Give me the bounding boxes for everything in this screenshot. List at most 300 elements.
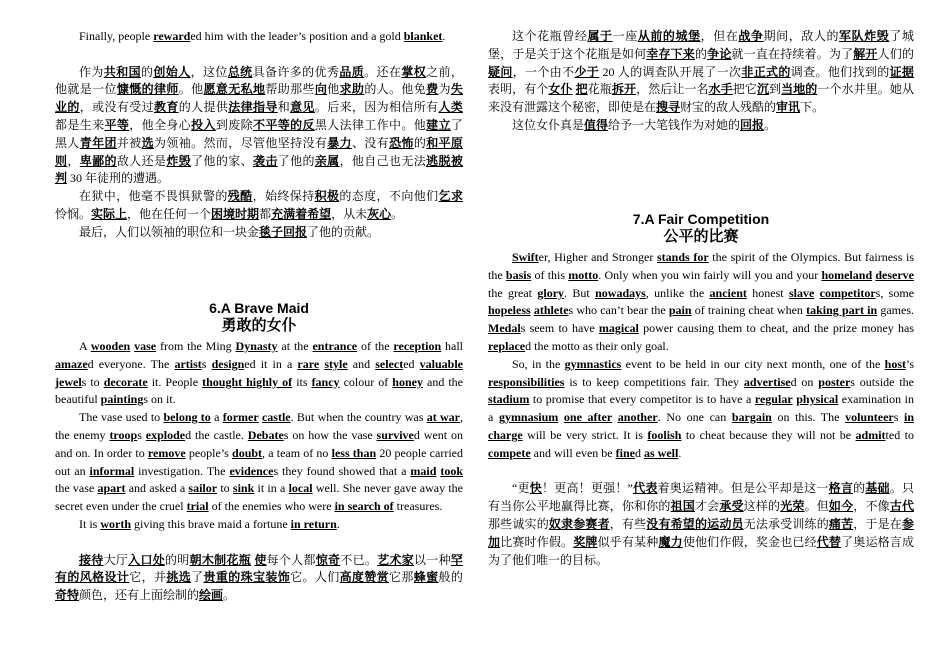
vocab-word: 高度赞赏 bbox=[339, 570, 390, 585]
text-run: 为领袖。然而，尽管他坚持没有 bbox=[154, 135, 328, 150]
text-run: ，他全身心 bbox=[129, 117, 192, 132]
paragraph-en-worth bbox=[55, 516, 463, 534]
text-run: 的明 bbox=[165, 552, 190, 567]
vocab-word: 当地的 bbox=[781, 82, 818, 97]
vocab-word: regular bbox=[754, 392, 793, 407]
text-run: ，他在任何一个 bbox=[127, 206, 212, 221]
text-run: ，但在 bbox=[700, 29, 739, 43]
text-run: . bbox=[442, 29, 446, 43]
text-run: 的 bbox=[694, 46, 708, 61]
text-run: 调查。他们找到的 bbox=[790, 64, 890, 79]
vocab-word: decorate bbox=[103, 374, 148, 389]
vocab-word: 幸存下来 bbox=[646, 46, 695, 61]
text-run: ，这位 bbox=[190, 64, 228, 79]
vocab-word: 亲属 bbox=[314, 153, 340, 168]
paragraph-en-vase bbox=[55, 338, 463, 409]
text-run: 以一种 bbox=[414, 552, 451, 567]
vocab-word: admit bbox=[855, 427, 886, 442]
text-run: on this. The bbox=[771, 410, 846, 425]
vocab-word: 属于 bbox=[587, 29, 613, 43]
vocab-word: stands for bbox=[657, 249, 709, 264]
vocab-word: as well bbox=[643, 445, 679, 460]
vocab-word: 绘画 bbox=[199, 588, 224, 603]
vocab-word: 把 bbox=[575, 82, 588, 97]
text-run: ed him with the leader’s position and a gold bbox=[190, 29, 404, 43]
vocab-word: Medal bbox=[488, 321, 521, 336]
vocab-word: 解开 bbox=[853, 46, 878, 61]
vocab-word: 人类 bbox=[438, 100, 463, 115]
text-run: colour of bbox=[339, 374, 393, 389]
text-run: . Only when you win fairly will you and your bbox=[598, 267, 822, 282]
story7-title-zh: 公平的比赛 bbox=[663, 228, 739, 245]
vocab-word: 失业的 bbox=[55, 82, 463, 115]
vocab-word: 战争 bbox=[738, 29, 764, 43]
vocab-word: 暴力 bbox=[327, 135, 352, 150]
text-run: 。后来，因为相信所有 bbox=[314, 100, 439, 115]
text-run: 的 bbox=[140, 64, 154, 79]
vocab-word: 法律指导 bbox=[228, 100, 278, 115]
text-run: 把它 bbox=[732, 82, 757, 97]
text-run: 它。人们 bbox=[290, 570, 340, 585]
vocab-word: 奇特 bbox=[55, 588, 80, 603]
text-run: of the bbox=[357, 338, 394, 353]
text-run: 的态度，不向他们 bbox=[339, 189, 439, 204]
vocab-word: design bbox=[211, 356, 245, 371]
vocab-word: 罕有的风格设计 bbox=[55, 552, 463, 585]
vocab-word: 疑问 bbox=[488, 64, 513, 79]
text-run: d the motto as their only goal. bbox=[525, 338, 669, 353]
text-run: 着奥运精神。但是公平却是这一 bbox=[657, 481, 829, 496]
text-run: 下。 bbox=[800, 100, 825, 115]
text-run: 这个花瓶曾经 bbox=[512, 29, 588, 43]
vocab-word: informal bbox=[89, 463, 135, 478]
vocab-word: deserve bbox=[875, 267, 915, 282]
vocab-word: at war bbox=[426, 410, 460, 425]
text-run: 了他的贡献。 bbox=[307, 224, 380, 239]
vocab-word: maid bbox=[410, 463, 437, 478]
text-run: to promise that every competitor is to have a bbox=[529, 392, 755, 407]
vocab-word: amaze bbox=[55, 356, 88, 371]
vocab-word: 贵重的珠宝装饰 bbox=[203, 570, 291, 585]
text-run: A bbox=[79, 338, 91, 353]
vocab-word: another bbox=[617, 410, 658, 425]
text-run: 帮助那些 bbox=[265, 82, 315, 97]
text-run: 和 bbox=[277, 100, 291, 115]
text-run: 都 bbox=[259, 206, 272, 221]
text-run: 比赛时作假。 bbox=[500, 534, 574, 549]
text-run: So, in the bbox=[512, 356, 565, 371]
text-run: treasures. bbox=[393, 499, 443, 514]
vocab-word: 回报 bbox=[740, 117, 765, 132]
vocab-word: 炸毁 bbox=[166, 153, 192, 168]
vocab-word: 军队炸毁 bbox=[839, 29, 890, 43]
text-run: ，不像 bbox=[853, 499, 890, 514]
text-run: examination in a bbox=[488, 392, 915, 425]
vocab-word: worth bbox=[100, 516, 132, 531]
text-run: It is bbox=[79, 516, 101, 531]
vocab-word: 不平等的反 bbox=[252, 117, 315, 132]
text-run: s on how the vase bbox=[283, 427, 377, 442]
vocab-word: 袭击 bbox=[252, 153, 278, 168]
vocab-word: remove bbox=[147, 445, 186, 460]
text-run: event to be held in our city next month, one of the bbox=[621, 356, 885, 371]
text-run: 最后，人们以领袖的职位和一块金 bbox=[79, 224, 260, 239]
text-run: 花瓶 bbox=[587, 82, 612, 97]
text-run: 到废除 bbox=[215, 117, 253, 132]
vocab-word: rare bbox=[297, 356, 320, 371]
vocab-word: 掌权 bbox=[401, 64, 427, 79]
vocab-word: basis bbox=[505, 267, 532, 282]
vocab-word: 和平原则 bbox=[55, 135, 463, 168]
vocab-word: sink bbox=[232, 481, 255, 496]
text-run: 。但 bbox=[804, 499, 829, 514]
text-run: 无法承受训练的 bbox=[743, 516, 829, 531]
vocab-word: 意见 bbox=[290, 100, 315, 115]
vocab-word: slave bbox=[788, 285, 815, 300]
vocab-word: Swift bbox=[512, 249, 539, 264]
vocab-word: 从前的城堡 bbox=[637, 29, 701, 43]
vocab-word: 共和国 bbox=[103, 64, 141, 79]
text-run: of this bbox=[531, 267, 569, 282]
text-run: 到 bbox=[769, 82, 782, 97]
text-run: games. bbox=[877, 303, 915, 318]
text-run: 它那 bbox=[389, 570, 414, 585]
text-run: d the castle. bbox=[185, 427, 248, 442]
text-run: will be very strict. It is bbox=[522, 427, 648, 442]
text-run: ’s bbox=[905, 356, 914, 371]
text-run: ed bbox=[403, 356, 420, 371]
vocab-word: sailor bbox=[188, 481, 218, 496]
text-run: . No one can bbox=[657, 410, 732, 425]
vocab-word: compete bbox=[488, 445, 531, 460]
vocab-word: 承受 bbox=[719, 499, 744, 514]
text-run: 黑人法律工作中。他 bbox=[314, 117, 427, 132]
text-run: honest bbox=[746, 285, 789, 300]
vocab-word: advertise bbox=[743, 374, 791, 389]
text-run: power causing them to cheat, and the prize money has bbox=[638, 321, 914, 336]
vocab-word: one after bbox=[563, 410, 613, 425]
vocab-word: 慷慨的律师 bbox=[116, 82, 179, 97]
vocab-word: 参加 bbox=[488, 516, 914, 549]
vocab-word: 恐怖 bbox=[389, 135, 414, 150]
vocab-word: glory bbox=[537, 285, 565, 300]
text-run: 敌人还是 bbox=[116, 153, 167, 168]
vocab-word: 代替 bbox=[816, 534, 842, 549]
vocab-word: replace bbox=[488, 338, 526, 353]
vocab-word: blanket bbox=[403, 29, 443, 43]
vocab-word: 惊奇 bbox=[315, 552, 341, 567]
text-run: 般的 bbox=[438, 570, 463, 585]
vocab-word: 奖牌 bbox=[573, 534, 598, 549]
vocab-word: nowadays bbox=[595, 285, 646, 300]
vocab-word: 古代 bbox=[889, 499, 914, 514]
vocab-word: magical bbox=[598, 321, 639, 336]
text-run: it in a bbox=[254, 481, 289, 496]
text-run: 财宝的敌人残酷的 bbox=[680, 100, 777, 115]
paragraph-zh-ending bbox=[55, 224, 463, 242]
text-run: its bbox=[292, 374, 312, 389]
vocab-word: 争论 bbox=[707, 46, 732, 61]
story7-title-en: 7.A Fair Competition bbox=[632, 210, 770, 227]
vocab-word: reception bbox=[393, 338, 442, 353]
text-run: 这样的 bbox=[743, 499, 781, 514]
text-run: 。 bbox=[764, 117, 777, 132]
text-run: ，始终保持 bbox=[252, 189, 315, 204]
text-run: 并被 bbox=[116, 135, 142, 150]
vocab-word: 代表 bbox=[632, 481, 658, 496]
vocab-word: 祖国 bbox=[670, 499, 695, 514]
text-run: s who can’t bear the bbox=[568, 303, 669, 318]
vocab-word: Debate bbox=[247, 427, 284, 442]
vocab-word: 逃脱被判 bbox=[55, 153, 463, 186]
vocab-word: 投入 bbox=[191, 117, 216, 132]
text-run: 的人提供 bbox=[178, 100, 229, 115]
text-run: investigation. The bbox=[134, 463, 230, 478]
vocab-word: 困境时期 bbox=[211, 206, 260, 221]
text-run: 一座 bbox=[612, 29, 638, 43]
text-run: to cheat because they will not be bbox=[681, 427, 856, 442]
vocab-word: 求助 bbox=[339, 82, 365, 97]
text-run: people’s bbox=[185, 445, 233, 460]
text-run: 了他的家、 bbox=[191, 153, 253, 168]
text-run: ，然后让一名 bbox=[636, 82, 709, 97]
vocab-word: local bbox=[288, 481, 313, 496]
vocab-word: 如今 bbox=[828, 499, 854, 514]
text-run: 为 bbox=[438, 82, 451, 97]
vocab-word: gymnasium bbox=[498, 410, 559, 425]
text-run: “更 bbox=[512, 481, 530, 496]
text-run: is to keep competitions fair. They bbox=[564, 374, 744, 389]
vocab-word: 魔力 bbox=[658, 534, 683, 549]
text-run: 了他的 bbox=[277, 153, 315, 168]
vocab-word: 没有希望的运动员 bbox=[646, 516, 744, 531]
vocab-word: in search of bbox=[334, 499, 394, 514]
vocab-word: 光荣 bbox=[780, 499, 805, 514]
text-run: s on it. bbox=[143, 392, 176, 407]
text-run: er, Higher and Stronger bbox=[538, 249, 658, 264]
text-run: s bbox=[137, 427, 146, 442]
text-run: 似乎有某种 bbox=[597, 534, 659, 549]
vocab-word: 愿意无私地 bbox=[203, 82, 266, 97]
vocab-word: trial bbox=[186, 499, 209, 514]
text-run: 。还在 bbox=[364, 64, 402, 79]
vocab-word: 建立 bbox=[426, 117, 451, 132]
vocab-word: survive bbox=[376, 427, 414, 442]
text-run: 就一直在持续着。为了 bbox=[731, 46, 854, 61]
vocab-word: 水手 bbox=[708, 82, 733, 97]
vocab-word: entrance bbox=[312, 338, 358, 353]
text-run: ， bbox=[67, 153, 80, 168]
text-run: 。只有当你公平地赢得比赛，你和你的 bbox=[488, 481, 914, 514]
vocab-word: 毯子回报 bbox=[259, 224, 308, 239]
paragraph-en-castle bbox=[55, 409, 463, 516]
text-run: , the enemy bbox=[55, 410, 463, 442]
text-run: . But bbox=[564, 285, 596, 300]
text-run: and the beautiful bbox=[55, 374, 463, 407]
text-run: d everyone. The bbox=[87, 356, 175, 371]
paragraph-zh-olympics bbox=[488, 480, 914, 569]
vocab-word: 总统 bbox=[227, 64, 253, 79]
vocab-word: hopeless bbox=[488, 303, 531, 318]
text-run: 颜色，还有上面绘制的 bbox=[79, 588, 200, 603]
vocab-word: Dynasty bbox=[235, 338, 278, 353]
text-run: 期间，敌人的 bbox=[763, 29, 840, 43]
text-run: 那些诚实的 bbox=[488, 516, 549, 531]
text-run: ，于是在 bbox=[853, 516, 902, 531]
text-run: ，一个由不 bbox=[512, 64, 575, 79]
vocab-word: 艺术家 bbox=[377, 552, 415, 567]
text-run: from the Ming bbox=[156, 338, 236, 353]
text-run: 、没有 bbox=[351, 135, 390, 150]
vocab-word: 费 bbox=[426, 82, 439, 97]
vocab-word: 品质 bbox=[339, 64, 365, 79]
text-run: s outside the bbox=[850, 374, 914, 389]
text-run: of training cheat when bbox=[691, 303, 807, 318]
text-run: 30 年徒刑的遭遇。 bbox=[67, 171, 170, 186]
text-run: hall bbox=[441, 338, 464, 353]
vocab-word: athlete bbox=[533, 303, 569, 318]
text-run: ，或没有受过 bbox=[79, 100, 154, 115]
text-run: 具备许多的优秀 bbox=[252, 64, 340, 79]
paragraph-en-olympics bbox=[488, 249, 914, 356]
vocab-word: 挑选 bbox=[166, 570, 192, 585]
text-run: , a team of no bbox=[262, 445, 332, 460]
vocab-word: 朝木制花瓶 bbox=[189, 552, 252, 567]
vocab-word: 入口处 bbox=[128, 552, 166, 567]
text-run: 的人。他免 bbox=[364, 82, 427, 97]
text-run: ed it in a bbox=[244, 356, 298, 371]
text-run: . bbox=[336, 516, 340, 531]
vocab-word: honey bbox=[392, 374, 423, 389]
vocab-word: 拆开 bbox=[611, 82, 637, 97]
text-run: Finally, people bbox=[79, 29, 154, 43]
text-run: 之前，他就是一位 bbox=[55, 64, 463, 97]
text-run: 人们的 bbox=[877, 46, 914, 61]
text-run: 怜悯。 bbox=[55, 206, 92, 221]
vocab-word: select bbox=[375, 356, 404, 371]
vocab-word: jewel bbox=[55, 374, 82, 389]
text-run: and will even be bbox=[530, 445, 616, 460]
text-run: 20 people carried out an bbox=[55, 445, 463, 478]
vocab-word: 基础 bbox=[865, 481, 890, 496]
vocab-word: 格言 bbox=[828, 481, 854, 496]
vocab-word: 审讯 bbox=[776, 100, 801, 115]
text-run: ，他自己也无法 bbox=[339, 153, 427, 168]
text-run: 给予一大笔钱作为对她的 bbox=[608, 117, 741, 132]
vocab-word: stadium bbox=[488, 392, 530, 407]
vocab-word: motto bbox=[568, 267, 599, 282]
text-run: 了 bbox=[191, 570, 204, 585]
story6-title-zh: 勇敢的女仆 bbox=[221, 317, 297, 334]
paragraph-en-ending bbox=[55, 28, 463, 46]
left-column bbox=[55, 28, 463, 605]
text-run: to bbox=[217, 481, 233, 496]
vocab-word: 快 bbox=[529, 481, 542, 496]
text-run: ！更高！更强！” bbox=[542, 481, 633, 496]
vocab-word: 卑鄙的 bbox=[79, 153, 117, 168]
vocab-word: 创始人 bbox=[153, 64, 191, 79]
vocab-word: 残酷 bbox=[227, 189, 253, 204]
text-run: 的 bbox=[413, 135, 427, 150]
text-run: and asked a bbox=[125, 481, 189, 496]
text-run: 了城堡，于是关于这个花瓶是如何 bbox=[488, 29, 914, 61]
text-run: 才会 bbox=[694, 499, 720, 514]
vocab-word: taking part in bbox=[806, 303, 878, 318]
text-run: d bbox=[634, 445, 644, 460]
vocab-word: painting bbox=[100, 392, 144, 407]
paragraph-en-gymnastics bbox=[488, 356, 914, 463]
text-run: 了黑人 bbox=[55, 117, 463, 150]
vocab-word: apart bbox=[97, 481, 126, 496]
vocab-word: 蜂蜜 bbox=[413, 570, 439, 585]
text-run: well. She never gave away the secret even under the cruel bbox=[55, 481, 463, 514]
text-run: 都是生来 bbox=[55, 117, 105, 132]
vocab-word: 乞求 bbox=[438, 189, 463, 204]
text-run: 这位女仆真是 bbox=[512, 117, 585, 132]
vocab-word: reward bbox=[153, 29, 191, 43]
text-run: of the enemies who were bbox=[208, 499, 335, 514]
text-run: 一个水井里。她从来没有泄露这个秘密，即使是在 bbox=[488, 82, 914, 115]
vocab-word: 实际上 bbox=[91, 206, 128, 221]
text-run: the great bbox=[488, 285, 538, 300]
vocab-word: 沉 bbox=[756, 82, 770, 97]
text-run: . But when the country was bbox=[290, 410, 427, 425]
text-run: 。 bbox=[391, 206, 404, 221]
paragraph-zh-worth bbox=[488, 117, 914, 135]
right-column bbox=[488, 28, 914, 569]
paragraph-zh-prison bbox=[55, 188, 463, 224]
text-run: 不已。 bbox=[340, 552, 378, 567]
text-run: 大厅 bbox=[103, 552, 129, 567]
text-run: 。他 bbox=[178, 82, 204, 97]
paragraph-zh-vase bbox=[55, 552, 463, 605]
text-run: 了奥运格言成为了他们唯一的目标。 bbox=[488, 534, 914, 567]
vocab-word: troop bbox=[109, 427, 138, 442]
text-run: . bbox=[678, 445, 682, 460]
vocab-word: homeland bbox=[821, 267, 873, 282]
text-run: giving this brave maid a fortune bbox=[131, 516, 291, 531]
vocab-word: less than bbox=[331, 445, 377, 460]
text-run: s they found showed that a bbox=[273, 463, 411, 478]
vocab-word: fancy bbox=[311, 374, 340, 389]
story6-title-en: 6.A Brave Maid bbox=[209, 299, 309, 316]
vocab-word: pain bbox=[668, 303, 692, 318]
text-run: 在狱中，他毫不畏惧狱警的 bbox=[79, 189, 228, 204]
vocab-word: in return bbox=[290, 516, 337, 531]
paragraph-zh-president bbox=[55, 64, 463, 189]
text-run: s, some bbox=[875, 285, 915, 300]
vocab-word: doubt bbox=[232, 445, 263, 460]
vocab-word: explode bbox=[145, 427, 186, 442]
text-run: and bbox=[347, 356, 376, 371]
text-run: 使他们作假，奖金也已经 bbox=[682, 534, 817, 549]
text-run: 它，并 bbox=[129, 570, 167, 585]
vocab-word: thought highly of bbox=[202, 374, 293, 389]
vocab-word: 证据 bbox=[889, 64, 914, 79]
paragraph-zh-castle bbox=[488, 28, 914, 117]
vocab-word: 积极 bbox=[314, 189, 340, 204]
vocab-word: 痛苦 bbox=[828, 516, 854, 531]
text-run: a bbox=[210, 410, 223, 425]
text-run: 。 bbox=[223, 588, 236, 603]
vocab-word: volunteer bbox=[845, 410, 894, 425]
vocab-word: 使 bbox=[254, 552, 267, 567]
text-run: s to bbox=[81, 374, 104, 389]
vocab-word: 充满着希望 bbox=[271, 206, 332, 221]
vocab-word: foolish bbox=[647, 427, 682, 442]
vocab-word: 青年团 bbox=[79, 135, 117, 150]
text-run: s seem to have bbox=[520, 321, 599, 336]
